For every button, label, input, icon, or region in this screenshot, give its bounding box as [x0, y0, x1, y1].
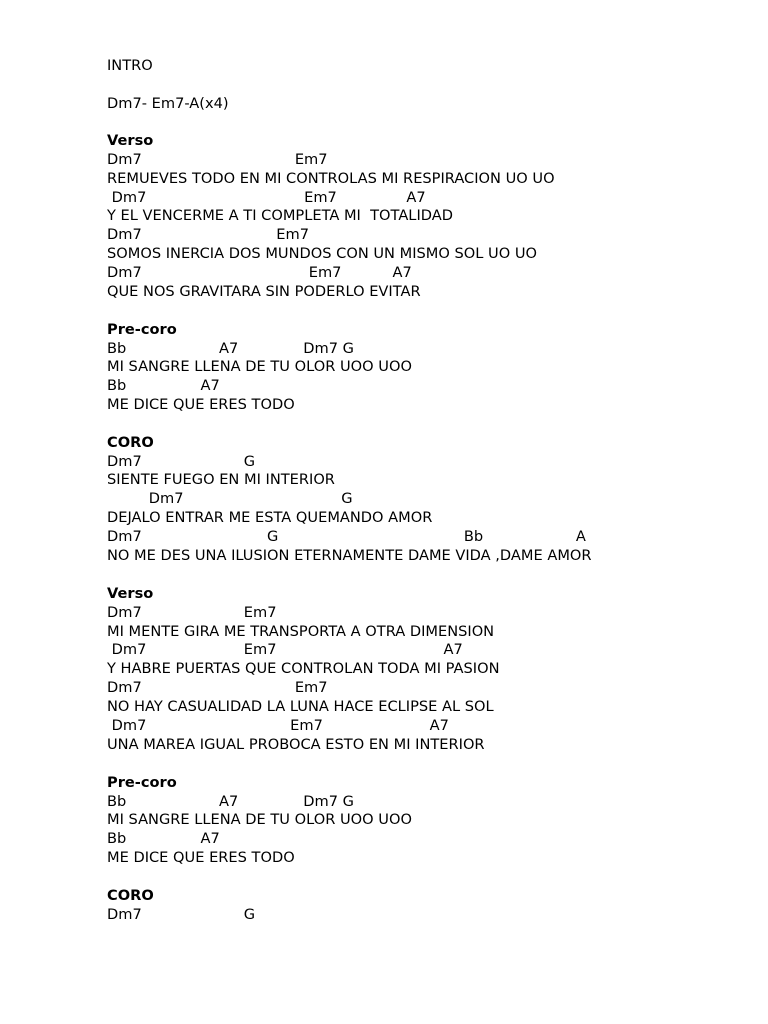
- lyric-line: ME DICE QUE ERES TODO: [107, 849, 295, 866]
- chord-line: Dm7 Em7 A7: [107, 717, 449, 734]
- lyric-line: UNA MAREA IGUAL PROBOCA ESTO EN MI INTERIOR: [107, 736, 485, 753]
- section-heading: Verso: [107, 585, 154, 602]
- chord-line: Dm7 G: [107, 490, 353, 507]
- lyric-line: DEJALO ENTRAR ME ESTA QUEMANDO AMOR: [107, 509, 433, 526]
- chord-line: Dm7 G: [107, 453, 256, 470]
- chord-line: Dm7- Em7-A(x4): [107, 95, 229, 112]
- lyric-line: MI MENTE GIRA ME TRANSPORTA A OTRA DIMENSION: [107, 623, 495, 640]
- section-heading: Pre-coro: [107, 321, 177, 338]
- lyric-line: MI SANGRE LLENA DE TU OLOR UOO UOO: [107, 811, 412, 828]
- chord-line: Dm7 Em7 A7: [107, 189, 426, 206]
- section-heading: CORO: [107, 434, 154, 451]
- lyric-line: REMUEVES TODO EN MI CONTROLAS MI RESPIRACION UO UO: [107, 170, 555, 187]
- lyric-line: SIENTE FUEGO EN MI INTERIOR: [107, 471, 335, 488]
- chord-line: Dm7 Em7: [107, 226, 309, 243]
- lyric-line: ME DICE QUE ERES TODO: [107, 396, 295, 413]
- lyric-line: SOMOS INERCIA DOS MUNDOS CON UN MISMO SOL UO UO: [107, 245, 537, 262]
- chord-line: Bb A7: [107, 830, 220, 847]
- chord-line: Bb A7: [107, 377, 220, 394]
- chord-line: Dm7 Em7: [107, 604, 277, 621]
- chord-line: Bb A7 Dm7 G: [107, 793, 354, 810]
- chord-line: Dm7 Em7: [107, 679, 328, 696]
- chord-line: Dm7 G Bb A: [107, 528, 586, 545]
- section-heading: Verso: [107, 132, 154, 149]
- lyric-line: MI SANGRE LLENA DE TU OLOR UOO UOO: [107, 358, 412, 375]
- chord-line: Dm7 Em7 A7: [107, 641, 463, 658]
- intro-label: INTRO: [107, 57, 153, 74]
- section-heading: CORO: [107, 887, 154, 904]
- section-heading: Pre-coro: [107, 774, 177, 791]
- lyric-line: NO HAY CASUALIDAD LA LUNA HACE ECLIPSE AL SOL: [107, 698, 494, 715]
- chord-line: Dm7 G: [107, 906, 256, 923]
- chord-line: Bb A7 Dm7 G: [107, 340, 354, 357]
- lyric-line: QUE NOS GRAVITARA SIN PODERLO EVITAR: [107, 283, 421, 300]
- chord-line: Dm7 Em7 A7: [107, 264, 412, 281]
- lyric-line: NO ME DES UNA ILUSION ETERNAMENTE DAME VIDA ,DAME AMOR: [107, 547, 592, 564]
- lyric-line: Y HABRE PUERTAS QUE CONTROLAN TODA MI PASION: [107, 660, 500, 677]
- lyric-line: Y EL VENCERME A TI COMPLETA MI TOTALIDAD: [107, 207, 453, 224]
- chord-line: Dm7 Em7: [107, 151, 328, 168]
